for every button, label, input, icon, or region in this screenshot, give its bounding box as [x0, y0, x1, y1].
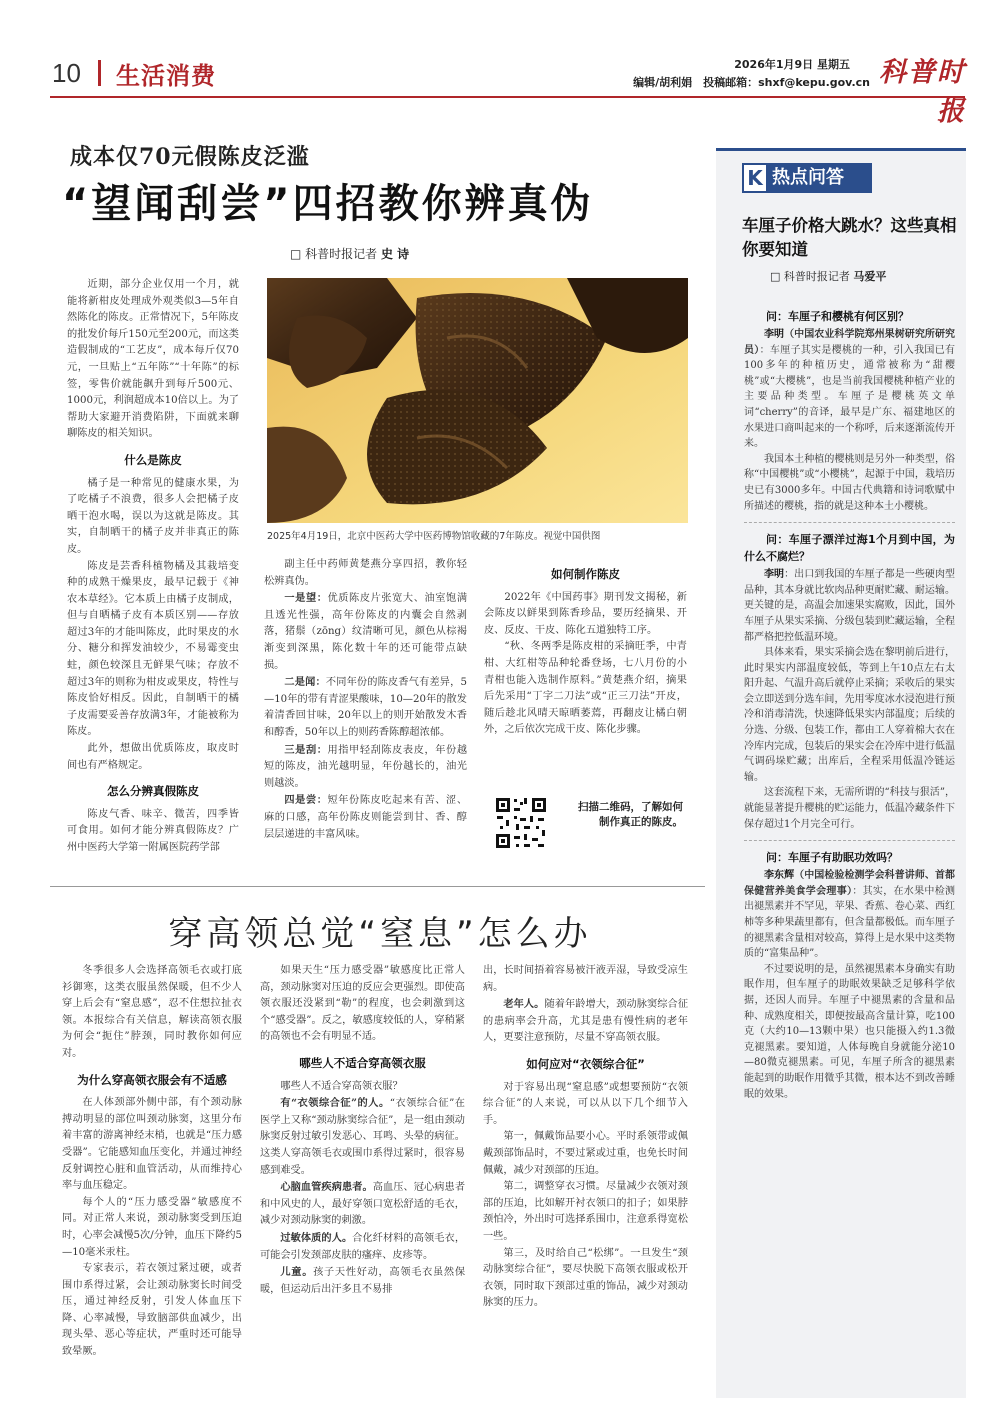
group-allergy [260, 1230, 465, 1264]
group-text: 孩子天性好动，高领毛衣虽然保暖，但运动后出汗多且不易排 [260, 1267, 466, 1295]
paragraph: 第一，佩戴饰品要小心。平时系领带或佩戴颈部饰品时，不要过紧或过重，也免长时间佩戴，减少对颈部的压迫。 [483, 1131, 688, 1176]
expert-name: 李东辉 [764, 870, 795, 882]
group-cardio [260, 1179, 465, 1230]
question-1: 问：车厘子和樱桃有何区别？ [766, 310, 909, 323]
header-divider [98, 60, 101, 86]
subhead-why-discomfort: 为什么穿高领衣服会有不适感 [77, 1072, 227, 1087]
subhead-who-avoid: 哪些人不适合穿高领衣服 [299, 1055, 426, 1070]
article2-column-2 [260, 963, 465, 1298]
qa-divider [744, 522, 955, 523]
editor-credit: 编辑/胡利娟 投稿邮箱：shxf@kepu.gov.cn [633, 76, 870, 89]
answer-text: ：车厘子其实是樱桃的一种，引入我国已有100多年的种植历史，通常被称为“甜樱桃”或“大樱桃”，也是当前我国樱桃种植产业的主要品种类型。车厘子是樱桃英文单词“cherry”的音译，最早是广东、福建地区的水果进口商叫起来的一个称呼，后来逐渐流传开来。 [744, 344, 956, 450]
answer-text: ：其实，在水果中检测出褪黑素并不罕见，苹果、香蕉、卷心菜、西红柿等多种果蔬里都有，但含量都极低。而车厘子的褪黑素含量相对较高，算得上是水果中这类物质的“富集品种”。 [744, 885, 956, 960]
question-2: 问：车厘子漂洋过海1个月到中国，为什么不腐烂？ [744, 533, 955, 564]
sidebar-byline [770, 268, 886, 284]
expert-name: 李明 [764, 569, 785, 581]
paragraph: 此外，想做出优质陈皮，取皮时间也有严格规定。 [67, 743, 239, 771]
paragraph: 副主任中药师黄楚燕分享四招，教你轻松辨真伪。 [264, 559, 467, 587]
paragraph: 陈皮是芸香科植物橘及其栽培变种的成熟干燥果皮，最早记载于《神农本草经》。它本质上由橘子皮制成，但与自晒橘子皮有本质区别——存放超过3年的才能叫陈皮，此时果皮的水分、糖分和挥发油较少，不易霉变虫蛀，颜色较深且无鲜果气味；存放不超过3年的则称为柑皮或果皮，特性与陈皮恰好相反。因此，自制晒干的橘子皮需要妥善存放满3年，才能被称为陈皮。 [67, 560, 239, 738]
group-text: 高血压、冠心病患者和中风史的人，最好穿领口宽松舒适的毛衣，减少对颈动脉窦的刺激。 [260, 1182, 466, 1227]
tip-smell [264, 674, 467, 741]
photo-illustration [267, 278, 688, 523]
tip-text: 优质陈皮片张宽大、油室饱满且透光性强，高年份陈皮的内囊会自然剥落，猪鬃（zōng）纹清晰可见，颜色从棕褐渐变到深黑，陈化数十年的还可能带点缺损。 [264, 593, 468, 671]
group-lead: 有“衣领综合征”的人。 [280, 1097, 390, 1110]
expert-affiliation: （中国农业科学院郑州果树研究所研究员） [744, 329, 956, 356]
page-header [50, 50, 966, 127]
tip-lead: 三是刮： [284, 743, 328, 756]
tip-text: 不同年份的陈皮香气有差异，5—10年的带有青涩果酸味，10—20年的散发着清香回甘味，20年以上的则开始散发木香和醇香，50年以上的则药香陈醇超浓郁。 [264, 677, 468, 738]
tip-lead: 一是望： [284, 592, 328, 605]
paragraph: 陈皮气香、味辛、微苦，四季皆可食用。如何才能分辨真假陈皮？广州中医药大学第一附属医院药学部 [67, 808, 239, 853]
section-title: 生活消费 [116, 62, 216, 90]
issue-date: 2026年1月9日 星期五 [734, 58, 850, 71]
article2-column-1 [62, 963, 242, 1361]
qa-tag: 热点问答 [742, 163, 872, 193]
paragraph: 不过要说明的是，虽然褪黑素本身确实有助眠作用，但车厘子的助眠效果缺乏足够科学依据，还因人而异。车厘子中褪黑素的含量和品种、成熟度相关，即便按最高含量计算，吃100克（大约10—13颗中果）也只能摄入约1.3微克褪黑素。要知道，人体每晚自身就能分泌10—80微克褪黑素。可见，车厘子所含的褪黑素能起到的助眠作用微乎其微，根本达不到改善睡眠的效果。 [744, 963, 955, 1100]
subhead-identify: 怎么分辨真假陈皮 [107, 784, 199, 799]
newspaper-logo: 科普时报 [879, 57, 966, 127]
qr-code-icon[interactable] [494, 796, 548, 850]
group-children [260, 1264, 465, 1298]
group-text: “衣领综合征”在医学上又称“颈动脉窦综合征”，是一组由颈动脉窦反射过敏引发恶心、耳鸣、头晕的病征。这类人穿高领毛衣或围巾系得过紧时，很容易感到难受。 [260, 1098, 465, 1176]
article1-column-3 [484, 557, 687, 739]
tip-text: 短年份陈皮吃起来有苦、涩、麻的口感，高年份陈皮则能尝到甘、香、醇层层递进的丰富风味。 [264, 795, 468, 840]
paragraph: 第三，及时给自己“松绑”。一旦发生“颈动脉窦综合征”，要尽快脱下高领衣服或松开衣领，同时取下颈部过重的饰品，减少对颈动脉窦的压力。 [483, 1247, 688, 1309]
article1-column-2 [264, 557, 467, 843]
group-collar-syndrome [260, 1095, 465, 1179]
k-logo-icon: K [742, 163, 768, 193]
group-elderly [483, 996, 688, 1047]
dried-tangerine-peel-photo [267, 278, 688, 523]
page-number: 10 [52, 58, 81, 88]
article1-subtitle: 成本仅70元假陈皮泛滥 [70, 144, 310, 170]
byline-prefix: □ 科普时报记者 [290, 247, 378, 261]
tip-look [264, 590, 467, 674]
paragraph: 在人体颈部外侧中部，有个颈动脉搏动明显的部位叫颈动脉窦，这里分布着丰富的游离神经末梢，也就是“压力感受器”。它能感知血压变化，并通过神经反射调控心脏和血管活动，从而维持心率与血压稳定。 [62, 1097, 242, 1192]
paragraph: 我国本土种植的樱桃则是另外一种类型，俗称“中国樱桃”或“小樱桃”，起源于中国，栽培历史已有3000多年。中国古代典籍和诗词歌赋中所描述的樱桃，指的就是这种本土小樱桃。 [744, 453, 955, 512]
group-text: 合化纤材料的高领毛衣，可能会引发颈部皮肤的瘙痒、皮疹等。 [260, 1232, 466, 1261]
question-3: 问：车厘子有助眠功效吗？ [766, 851, 898, 865]
paragraph: “秋、冬两季是陈皮柑的采摘旺季，中青柑、大红柑等品种轮番登场，七八月份的小青柑也能入选制作原料。”黄楚燕介绍，摘果后先采用“丁字二刀法”或“正三刀法”开皮，随后趁北风晴天晾晒萎蔫，再翻皮让橘白朝外，之后依次完成干皮、陈化步骤。 [484, 641, 687, 736]
paragraph: 如果天生“压力感受器”敏感度比正常人高，颈动脉窦对压迫的反应会更强烈。即使高领衣服还没紧到“勒”的程度，也会刺激到这个“感受器”。反之，敏感度较低的人，穿稍紧的高领也不会有明显不适。 [260, 965, 465, 1043]
paragraph: 第二，调整穿衣习惯。尽量减少衣领对颈部的压迫，比如解开衬衣领口的扣子；如果脖颈怕冷，外出时可选择系围巾，注意系得宽松一些。 [483, 1181, 688, 1242]
article2-title: 穿高领总觉“窒息”怎么办 [168, 914, 592, 954]
sidebar-title: 车厘子价格大跳水？这些真相你要知道 [742, 216, 957, 259]
subhead-how-cope: 如何应对“衣领综合征” [526, 1056, 645, 1071]
group-lead: 过敏体质的人。 [280, 1231, 353, 1244]
paragraph: 专家表示，若衣领过紧过硬，或者围巾系得过紧，会让颈动脉窦长时间受压，通过神经反射，引发人体血压下降、心率减慢，导致脑部供血减少，出现头晕、恶心等症状，严重时还可能导致晕厥。 [62, 1263, 242, 1358]
article1-column-1 [67, 277, 239, 857]
article-divider [50, 886, 705, 887]
paragraph: 每个人的“压力感受器”敏感度不同。对正常人来说，颈动脉窦受到压迫时，心率会减慢5次/分钟，血压下降约5—10毫米汞柱。 [62, 1196, 242, 1258]
tip-scrape [264, 742, 467, 793]
tip-taste [264, 792, 467, 843]
paragraph: 2022年《中国药事》期刊发文揭秘，新会陈皮以鲜果到陈香珍品，要历经摘果、开皮、反皮、干皮、陈化五道独特工序。 [484, 591, 687, 636]
qa-divider [744, 840, 955, 841]
byline-name: 马爱平 [853, 270, 887, 283]
tip-lead: 四是尝： [284, 794, 328, 807]
paragraph: 哪些人不适合穿高领衣服？ [280, 1080, 403, 1092]
article1-byline [290, 245, 409, 262]
byline-name: 史 诗 [380, 247, 410, 261]
answer-1 [744, 327, 955, 452]
group-lead: 心脑血管疾病患者。 [280, 1181, 373, 1194]
paragraph: 橘子是一种常见的健康水果，为了吃橘子不浪费，很多人会把橘子皮晒干泡水喝，误以为这就是陈皮。其实，自制晒干的橘子皮并非真正的陈皮。 [67, 477, 239, 555]
paragraph: 出，长时间捂着容易被汗液弄湿，导致受凉生病。 [483, 965, 688, 993]
article2-column-3 [483, 963, 688, 1312]
article2-intro: 冬季很多人会选择高领毛衣或打底衫御寒，这类衣服虽然保暖，但不少人穿上后会有“窒息感”，忍不住想拉扯衣领。本报综合有关信息，解读高领衣服为何会“扼住”脖颈，同时教你如何应对。 [62, 965, 242, 1059]
tip-lead: 二是闻： [284, 676, 326, 689]
article1-title: “望闻刮尝”四招教你辨真伪 [62, 181, 594, 227]
answer-2 [744, 567, 955, 645]
subhead-what-is-chenpi: 什么是陈皮 [124, 452, 182, 467]
article1-intro: 近期，部分企业仅用一个月，就能将新柑皮处理成外观类似3—5年自然陈化的陈皮。正常情况下，5年陈皮的批发价每斤150元至200元，而这类造假制成的“工艺皮”，成本每斤仅70元，一旦贴上“五年陈”“十年陈”的标签，零售价就能飙升到每斤500元、1000元，利润超成本10倍以上。为了帮助大家避开消费陷阱，下面就来聊聊陈皮的相关知识。 [67, 279, 239, 440]
group-lead: 老年人。 [503, 998, 545, 1011]
sidebar-body [744, 300, 955, 1102]
expert-name: 李明 [764, 329, 785, 340]
tip-text: 用指甲轻刮陈皮表皮，年份越短的陈皮，油光越明显，年份越长的，油光则越淡。 [264, 744, 468, 789]
paragraph: 这套流程下来，无需所谓的“科技与狠活”，就能显著提升樱桃的贮运能力，低温冷藏条件下保存超过1个月完全可行。 [744, 787, 955, 830]
paragraph: 对于容易出现“窒息感”或想要预防“衣领综合征”的人来说，可以从以下几个细节入手。 [483, 1081, 688, 1126]
expert-affiliation: （中国检验检测学会科普讲师、首都保健营养美食学会理事） [744, 870, 956, 897]
paragraph: 具体来看，果实采摘会选在黎明前后进行，此时果实内部温度较低，等到上午10点左右太阳升起、气温升高后就停止采摘；采收后的果实会立即送到分选车间，先用零度冰水浸泡进行预冷和消毒清洗，快速降低果实内部温度；后续的分选、分级、包装工作，都由工人穿着棉大衣在冷库内完成，包装后的果实会在冷库中进行低温气调码垛贮藏；出库后，全程采用低温冷链运输。 [744, 647, 955, 783]
qr-caption: 扫描二维码，了解如何制作真正的陈皮。 [578, 801, 683, 828]
byline-prefix: □ 科普时报记者 [770, 270, 850, 283]
answer-text: ：出口到我国的车厘子都是一些硬肉型品种，其本身就比软肉品种更耐贮藏、耐运输。更关键的是，高温会加速果实腐败，因此，国外车厘子从果实采摘、分级包装到贮藏运输，全程都严格把控低温环境。 [744, 569, 956, 643]
group-lead: 儿童。 [280, 1266, 314, 1279]
photo-caption: 2025年4月19日，北京中医药大学中医药博物馆收藏的7年陈皮。视觉中国供图 [267, 531, 601, 542]
group-text: 随着年龄增大，颈动脉窦综合征的患病率会升高，尤其是患有慢性病的老年人，更要注意预防，尽量不穿高领衣服。 [483, 999, 689, 1044]
answer-3 [744, 868, 955, 962]
subhead-how-made: 如何制作陈皮 [551, 567, 620, 581]
